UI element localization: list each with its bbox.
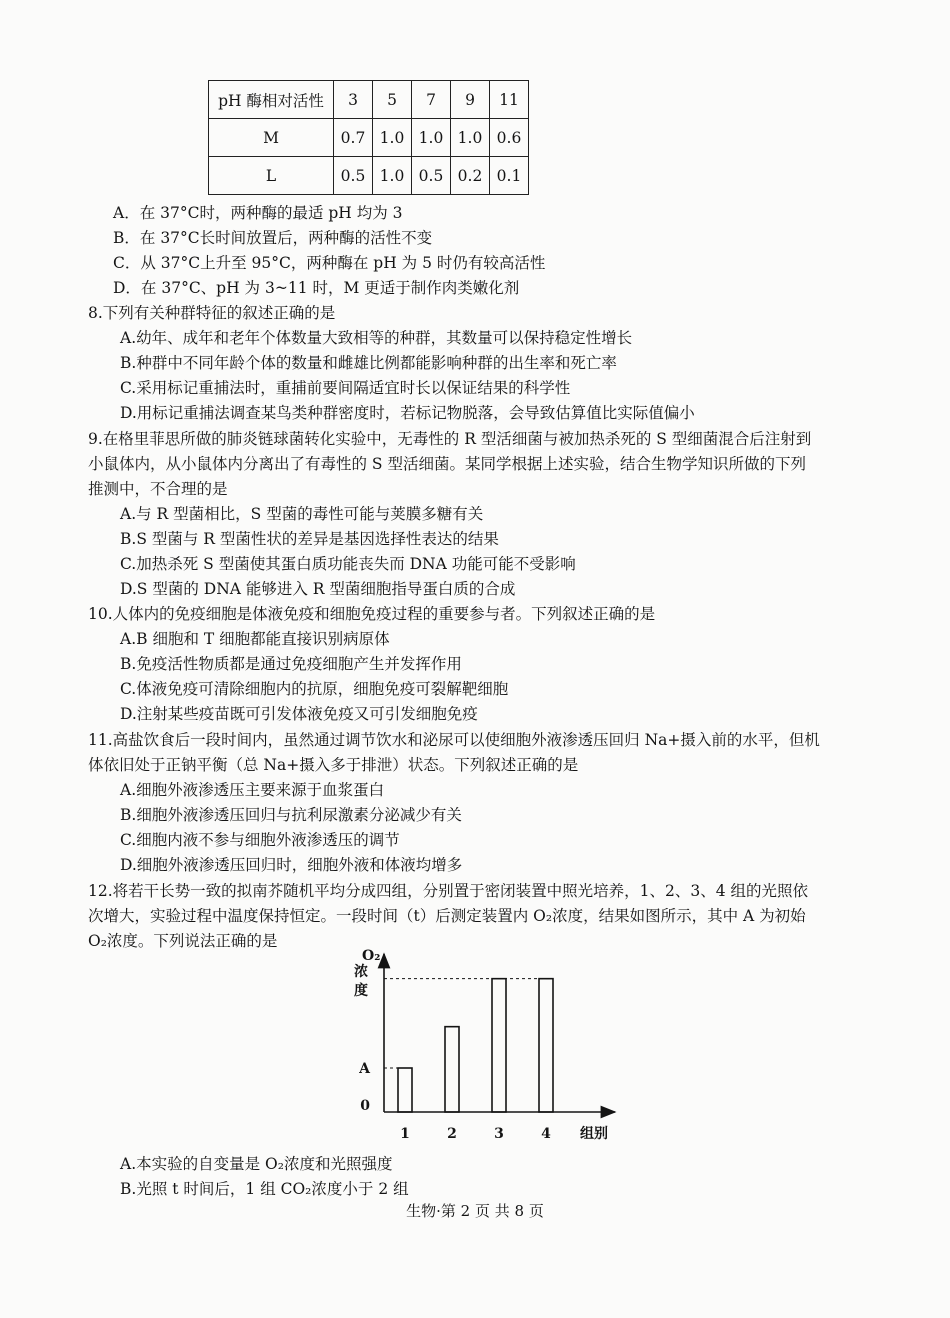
q9-option-a: A.与 R 型菌相比，S 型菌的毒性可能与荚膜多糖有关: [120, 505, 484, 523]
q8-option-a: A.幼年、成年和老年个体数量大致相等的种群，其数量可以保持稳定性增长: [120, 329, 633, 347]
table-row: [209, 119, 529, 157]
table-header-cell: 3: [334, 81, 373, 119]
q9-option-d: D.S 型菌的 DNA 能够进入 R 型菌细胞指导蛋白质的合成: [120, 580, 516, 598]
table-cell: 0.6: [490, 119, 529, 157]
q9-stem-line: 推测中，不合理的是: [88, 480, 228, 498]
y-tick-label-zero: 0: [360, 1098, 370, 1114]
q9-stem-line: 小鼠体内，从小鼠体内分离出了有毒性的 S 型活细菌。某同学根据上述实验，结合生物学知识所做的下列: [88, 455, 806, 473]
q11-stem-line: 11.高盐饮食后一段时间内，虽然通过调节饮水和泌尿可以使细胞外液渗透压回归 Na+摄入前的水平，但机: [88, 731, 820, 749]
q11-option-d: D.细胞外液渗透压回归时，细胞外液和体液均增多: [120, 856, 463, 874]
q10-option-a: A.B 细胞和 T 细胞都能直接识别病原体: [120, 630, 390, 648]
page-footer: 生物·第 2 页 共 8 页: [406, 1202, 544, 1220]
table-header-cell: pH 酶相对活性: [209, 81, 334, 119]
q9-stem-line: 9.在格里菲思所做的肺炎链球菌转化实验中，无毒性的 R 型活细菌与被加热杀死的 S 型细菌混合后注射到: [88, 430, 812, 448]
table-cell: 1.0: [373, 119, 412, 157]
bar-group-1: [398, 1068, 412, 1112]
x-tick-label: 4: [541, 1126, 551, 1142]
table-header-cell: 7: [412, 81, 451, 119]
table-header-row: [209, 81, 529, 119]
q12-stem-line: 次增大，实验过程中温度保持恒定。一段时间（t）后测定装置内 O₂浓度，结果如图所示，其中 A 为初始: [88, 907, 806, 925]
q7-option-c: C．从 37°C上升至 95°C，两种酶在 pH 为 5 时仍有较高活性: [113, 254, 546, 272]
q7-option-b: B．在 37°C长时间放置后，两种酶的活性不变: [113, 229, 433, 247]
table-cell: 1.0: [451, 119, 490, 157]
table-cell: 0.2: [451, 157, 490, 195]
table-row: [209, 157, 529, 195]
y-axis-label-2: 浓: [354, 964, 368, 980]
table-cell: M: [209, 119, 334, 157]
x-tick-label: 1: [400, 1126, 410, 1142]
table-header-cell: 5: [373, 81, 412, 119]
table-cell: 0.5: [412, 157, 451, 195]
q8-option-d: D.用标记重捕法调查某鸟类种群密度时，若标记物脱落，会导致估算值比实际值偏小: [120, 404, 695, 422]
x-tick-label: 3: [494, 1126, 504, 1142]
table-cell: 0.7: [334, 119, 373, 157]
q11-option-a: A.细胞外液渗透压主要来源于血浆蛋白: [120, 781, 385, 799]
table-cell: 1.0: [412, 119, 451, 157]
x-tick-label: 2: [447, 1126, 457, 1142]
table-cell: 0.5: [334, 157, 373, 195]
table-cell: 1.0: [373, 157, 412, 195]
table-header-cell: 11: [490, 81, 529, 119]
q10-option-b: B.免疫活性物质都是通过免疫细胞产生并发挥作用: [120, 655, 462, 673]
q10-option-d: D.注射某些疫苗既可引发体液免疫又可引发细胞免疫: [120, 705, 478, 723]
q12-stem-line: 12.将若干长势一致的拟南芥随机平均分成四组，分别置于密闭装置中照光培养，1、2、3、4 组的光照依: [88, 882, 809, 900]
ph-activity-table: [208, 80, 529, 195]
q12-option-a: A.本实验的自变量是 O₂浓度和光照强度: [120, 1155, 393, 1173]
q8-option-c: C.采用标记重捕法时，重捕前要间隔适宜时长以保证结果的科学性: [120, 379, 571, 397]
x-axis-label: 组别: [580, 1126, 608, 1142]
bar-group-4: [539, 979, 553, 1112]
q11-option-b: B.细胞外液渗透压回归与抗利尿激素分泌减少有关: [120, 806, 462, 824]
q11-option-c: C.细胞内液不参与细胞外液渗透压的调节: [120, 831, 400, 849]
q9-option-b: B.S 型菌与 R 型菌性状的差异是基因选择性表达的结果: [120, 530, 499, 548]
table-cell: 0.1: [490, 157, 529, 195]
bar-group-2: [445, 1027, 459, 1112]
bar-group-3: [492, 979, 506, 1112]
q12-option-b: B.光照 t 时间后，1 组 CO₂浓度小于 2 组: [120, 1180, 409, 1198]
y-tick-label-a: A: [359, 1061, 370, 1077]
y-axis-label-3: 度: [354, 983, 368, 999]
q10-stem: 10.人体内的免疫细胞是体液免疫和细胞免疫过程的重要参与者。下列叙述正确的是: [88, 605, 656, 623]
q8-option-b: B.种群中不同年龄个体的数量和雌雄比例都能影响种群的出生率和死亡率: [120, 354, 617, 372]
q7-option-a: A．在 37°C时，两种酶的最适 pH 均为 3: [113, 204, 403, 222]
y-axis-label-1: O₂: [362, 948, 381, 964]
q10-option-c: C.体液免疫可清除细胞内的抗原，细胞免疫可裂解靶细胞: [120, 680, 509, 698]
o2-concentration-bar-chart: [340, 944, 630, 1144]
table-header-cell: 9: [451, 81, 490, 119]
q11-stem-line: 体依旧处于正钠平衡（总 Na+摄入多于排泄）状态。下列叙述正确的是: [88, 756, 579, 774]
q8-stem: 8.下列有关种群特征的叙述正确的是: [88, 304, 336, 322]
q9-option-c: C.加热杀死 S 型菌使其蛋白质功能丧失而 DNA 功能可能不受影响: [120, 555, 576, 573]
table-cell: L: [209, 157, 334, 195]
q7-option-d: D．在 37°C、pH 为 3~11 时，M 更适于制作肉类嫩化剂: [113, 279, 520, 297]
q12-stem-line: O₂浓度。下列说法正确的是: [88, 932, 278, 950]
